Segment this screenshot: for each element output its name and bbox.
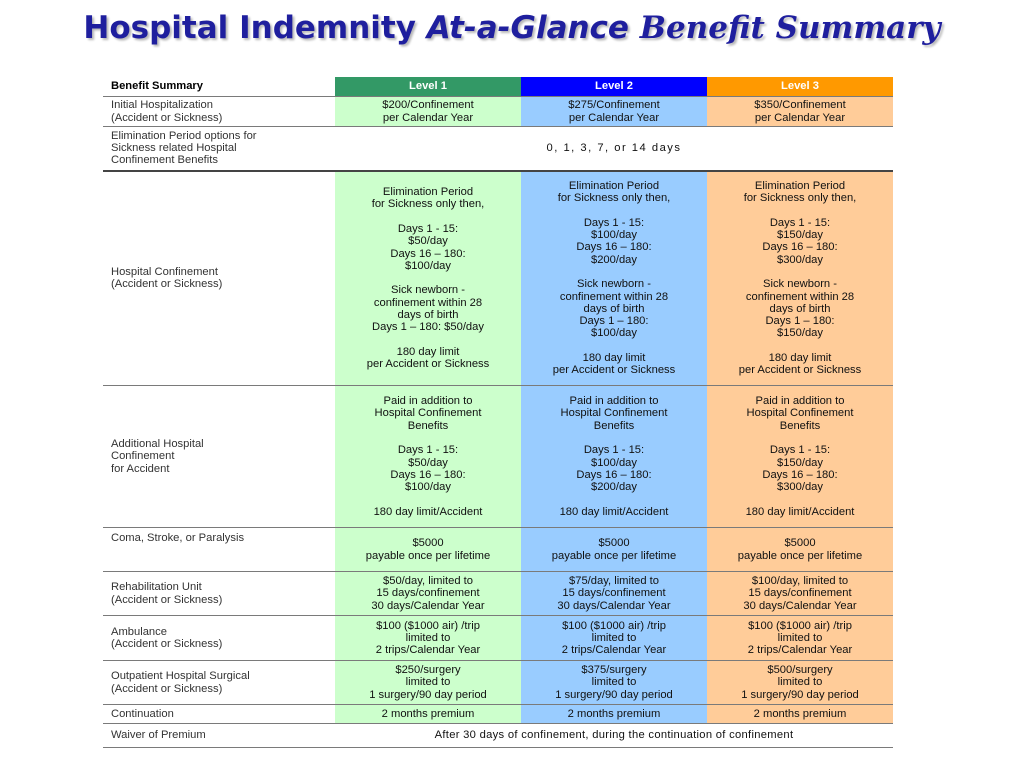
row-label: Rehabilitation Unit (Accident or Sickness) <box>111 581 223 606</box>
row-label: Ambulance (Accident or Sickness) <box>111 625 223 650</box>
title-part-2: At-a-Glance <box>426 10 629 46</box>
level-1-cell: $250/surgery limited to 1 surgery/90 day period <box>335 661 521 705</box>
row-ambulance <box>103 616 893 661</box>
header-benefit-summary: Benefit Summary <box>103 77 335 97</box>
level-2-cell: 2 months premium <box>521 705 707 724</box>
level-3-cell: $500/surgery limited to 1 surgery/90 day period <box>707 661 893 705</box>
level-2-cell: $100 ($1000 air) /trip limited to 2 trips/Calendar Year <box>521 616 707 661</box>
row-continuation <box>103 705 893 724</box>
row-initial-hospitalization <box>103 97 893 127</box>
level-1-cell: $100 ($1000 air) /trip limited to 2 trips/Calendar Year <box>335 616 521 661</box>
level-1-cell: $200/Confinement per Calendar Year <box>335 97 521 127</box>
row-coma-stroke-paralysis <box>103 528 893 572</box>
level-1-cell: $50/day, limited to 15 days/confinement 30 days/Calendar Year <box>335 572 521 616</box>
level-2-cell: Elimination Period for Sickness only then, Days 1 - 15: $100/day Days 16 – 180: $200/day Sick newborn - confinement within 28 days of birth Days 1 – 180: $100/day 180 day limit per Accident or Sickness <box>521 171 707 386</box>
level-2-cell: $275/Confinement per Calendar Year <box>521 97 707 127</box>
header-level-2: Level 2 <box>521 77 707 97</box>
row-label: Waiver of Premium <box>111 729 206 742</box>
row-label: Initial Hospitalization (Accident or Sickness) <box>111 99 223 124</box>
level-3-cell: $5000 payable once per lifetime <box>707 528 893 572</box>
row-elimination-period <box>103 127 893 171</box>
row-waiver-of-premium <box>103 724 893 748</box>
level-3-cell: Paid in addition to Hospital Confinement Benefits Days 1 - 15: $150/day Days 16 – 180: $300/day 180 day limit/Accident <box>707 386 893 528</box>
row-label: Coma, Stroke, or Paralysis <box>111 532 245 544</box>
level-2-cell: $75/day, limited to 15 days/confinement 30 days/Calendar Year <box>521 572 707 616</box>
level-1-cell: Elimination Period for Sickness only then, Days 1 - 15: $50/day Days 16 – 180: $100/day Sick newborn - confinement within 28 days of birth Days 1 – 180: $50/day 180 day limit per Accident or Sickness <box>335 171 521 386</box>
row-label: Additional Hospital Confinement for Accident <box>111 438 204 475</box>
row-label: Continuation <box>111 707 174 720</box>
waiver-cell: After 30 days of confinement, during the continuation of confinement <box>335 724 893 748</box>
level-3-cell: $100 ($1000 air) /trip limited to 2 trips/Calendar Year <box>707 616 893 661</box>
table-header-row <box>103 77 893 97</box>
elimination-options-cell: 0, 1, 3, 7, or 14 days <box>335 127 893 171</box>
row-label: Elimination Period options for Sickness related Hospital Confinement Benefits <box>111 129 257 167</box>
row-label: Hospital Confinement (Accident or Sickness) <box>111 265 223 291</box>
title-part-1: Hospital Indemnity <box>83 10 427 46</box>
benefit-summary-table <box>103 77 893 748</box>
row-hospital-confinement <box>103 171 893 386</box>
level-1-cell: Paid in addition to Hospital Confinement Benefits Days 1 - 15: $50/day Days 16 – 180: $100/day 180 day limit/Accident <box>335 386 521 528</box>
level-3-cell: Elimination Period for Sickness only then, Days 1 - 15: $150/day Days 16 – 180: $300/day Sick newborn - confinement within 28 days of birth Days 1 – 180: $150/day 180 day limit per Accident or Sickness <box>707 171 893 386</box>
header-level-3: Level 3 <box>707 77 893 97</box>
level-2-cell: $5000 payable once per lifetime <box>521 528 707 572</box>
row-rehabilitation-unit <box>103 572 893 616</box>
header-level-1: Level 1 <box>335 77 521 97</box>
level-1-cell: $5000 payable once per lifetime <box>335 528 521 572</box>
row-outpatient-surgical <box>103 661 893 705</box>
slide-title <box>0 10 1024 46</box>
level-3-cell: $350/Confinement per Calendar Year <box>707 97 893 127</box>
row-label: Outpatient Hospital Surgical (Accident or Sickness) <box>111 670 250 695</box>
level-2-cell: Paid in addition to Hospital Confinement Benefits Days 1 - 15: $100/day Days 16 – 180: $200/day 180 day limit/Accident <box>521 386 707 528</box>
level-1-cell: 2 months premium <box>335 705 521 724</box>
level-3-cell: $100/day, limited to 15 days/confinement 30 days/Calendar Year <box>707 572 893 616</box>
level-3-cell: 2 months premium <box>707 705 893 724</box>
title-part-3: Benefit Summary <box>628 10 941 46</box>
level-2-cell: $375/surgery limited to 1 surgery/90 day period <box>521 661 707 705</box>
row-additional-hospital-confinement <box>103 386 893 528</box>
